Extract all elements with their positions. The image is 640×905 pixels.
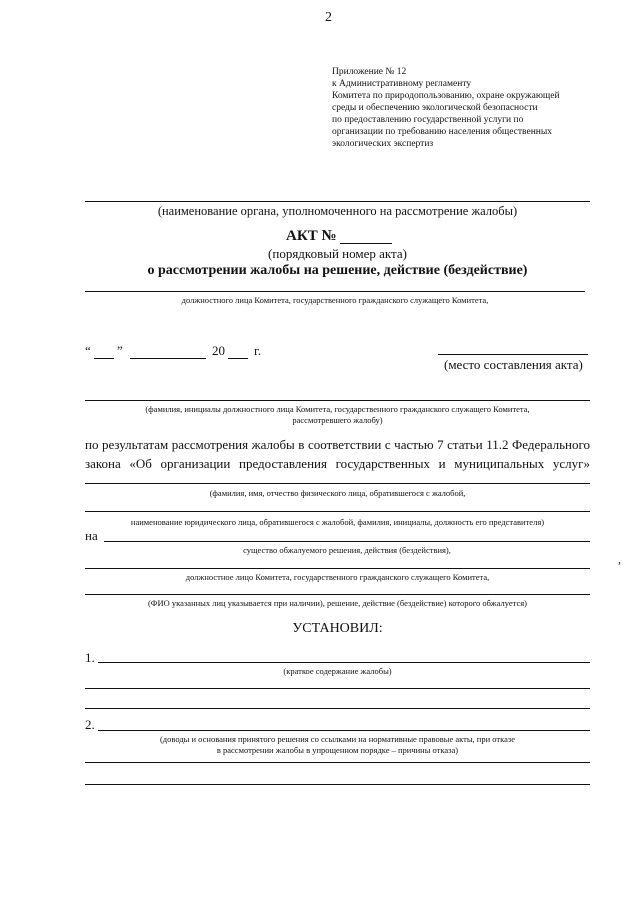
item2-line[interactable] bbox=[98, 730, 590, 731]
item2-caption-line-1: (доводы и основания принятого решения со ссылками на нормативные правовые акты, при отказе bbox=[159, 734, 516, 744]
official-caption: должностного лица Комитета, государственного гражданского служащего Комитета, bbox=[181, 295, 489, 305]
person-caption: (фамилия, имя, отчество физического лица, обратившегося с жалобой, bbox=[209, 488, 466, 498]
annex-line: Комитета по природопользованию, охране окружающей bbox=[332, 91, 560, 101]
result-line-1: по результатам рассмотрения жалобы в соответствии с частью 7 статьи 11.2 Федерального bbox=[85, 437, 590, 452]
fio-caption: (ФИО указанных лиц указывается при наличии), решение, действие (бездействие) которого обжалуется) bbox=[147, 598, 528, 608]
reviewer-caption-line-2: рассмотревшего жалобу) bbox=[292, 415, 383, 425]
place-line[interactable] bbox=[438, 354, 588, 355]
person-line[interactable] bbox=[85, 483, 590, 484]
annex-line: по предоставлению государственной услуги по bbox=[332, 115, 524, 125]
page-number: 2 bbox=[325, 10, 332, 25]
reviewer-line[interactable] bbox=[85, 400, 590, 401]
annex-line: к Административному регламенту bbox=[332, 79, 472, 89]
item2-extra-line[interactable] bbox=[85, 784, 590, 785]
item1-line[interactable] bbox=[98, 662, 590, 663]
official-caption-2: должностное лицо Комитета, государственного гражданского служащего Комитета, bbox=[185, 572, 490, 582]
place-caption: (место составления акта) bbox=[444, 357, 583, 372]
date-year-line[interactable] bbox=[228, 358, 248, 359]
essence-line[interactable] bbox=[104, 541, 590, 542]
item2-extra-line[interactable] bbox=[85, 762, 590, 763]
official-line-2[interactable] bbox=[85, 568, 590, 569]
item2-number: 2. bbox=[85, 717, 95, 732]
item1-extra-line[interactable] bbox=[85, 688, 590, 689]
fio-line[interactable] bbox=[85, 594, 590, 595]
act-subject: о рассмотрении жалобы на решение, действие (бездействие) bbox=[147, 263, 528, 278]
item2-caption-line-2: в рассмотрении жалобы в упрощенном порядке – причины отказа) bbox=[216, 745, 459, 755]
result-line-2: закона «Об организации предоставления государственных и муниципальных услуг» bbox=[85, 456, 590, 471]
authority-caption: (наименование органа, уполномоченного на рассмотрение жалобы) bbox=[157, 204, 518, 218]
item2-caption bbox=[85, 734, 590, 756]
item1-caption: (краткое содержание жалобы) bbox=[283, 666, 392, 676]
date-year-suffix: г. bbox=[254, 343, 262, 358]
item1-extra-line[interactable] bbox=[85, 708, 590, 709]
act-title: АКТ № bbox=[286, 228, 337, 244]
reviewer-caption-line-1: (фамилия, инициалы должностного лица Комитета, государственного гражданского служащего Комитета, bbox=[145, 404, 530, 414]
act-number-line[interactable] bbox=[340, 243, 392, 244]
annex-line: экологических экспертиз bbox=[332, 139, 434, 149]
act-number-caption: (порядковый номер акта) bbox=[268, 246, 407, 261]
authority-name-line[interactable] bbox=[85, 201, 590, 202]
date-open-quote: “ bbox=[85, 343, 91, 358]
date-close-quote: ” bbox=[117, 343, 123, 358]
legal-entity-caption: наименование юридического лица, обратившегося с жалобой, фамилия, инициалы, должность его представителя) bbox=[130, 517, 545, 527]
annex-header bbox=[332, 66, 560, 150]
margin-mark: , bbox=[618, 552, 621, 566]
established-heading: УСТАНОВИЛ: bbox=[292, 621, 383, 636]
annex-line: организации по требованию населения общественных bbox=[332, 127, 553, 137]
date-month-line[interactable] bbox=[130, 358, 206, 359]
reviewer-caption bbox=[85, 404, 590, 426]
on-label: на bbox=[85, 528, 98, 543]
date-day-line[interactable] bbox=[94, 358, 114, 359]
annex-line: Приложение № 12 bbox=[332, 67, 407, 77]
annex-line: среды и обеспечению экологической безопасности bbox=[332, 103, 538, 113]
date-year-prefix: 20 bbox=[212, 343, 225, 358]
legal-entity-line[interactable] bbox=[85, 511, 590, 512]
essence-caption: существо обжалуемого решения, действия (бездействия), bbox=[243, 545, 451, 555]
official-line[interactable] bbox=[85, 291, 585, 292]
item1-number: 1. bbox=[85, 650, 95, 665]
